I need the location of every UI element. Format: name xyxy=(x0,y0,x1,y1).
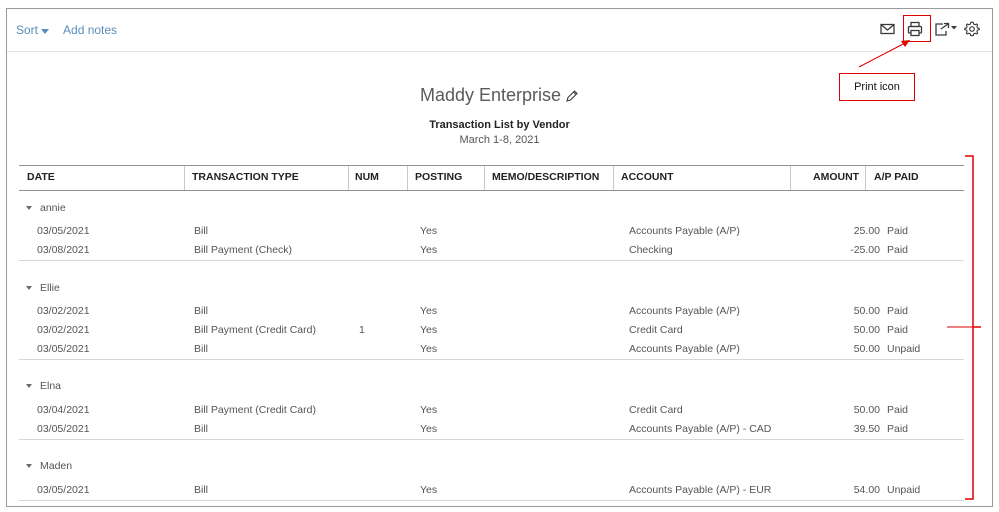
cell-amount: 39.50 xyxy=(853,423,880,435)
col-num[interactable]: NUM xyxy=(355,171,379,183)
table-row[interactable] xyxy=(19,222,964,241)
cell-posting: Yes xyxy=(420,244,438,256)
cell-date: 03/08/2021 xyxy=(37,244,90,256)
cell-paid: Unpaid xyxy=(887,484,921,496)
cell-paid: Unpaid xyxy=(887,343,921,355)
col-amount[interactable]: AMOUNT xyxy=(813,171,860,183)
cell-amount: 50.00 xyxy=(853,324,880,336)
cell-type[interactable]: Bill xyxy=(194,305,209,317)
cell-account: Credit Card xyxy=(629,404,683,416)
cell-posting: Yes xyxy=(420,324,438,336)
add-notes-link[interactable]: Add notes xyxy=(63,23,118,37)
cell-paid: Paid xyxy=(887,423,909,435)
group-divider xyxy=(19,439,964,440)
chevron-down-icon xyxy=(26,206,32,210)
cell-type[interactable]: Bill Payment (Credit Card) xyxy=(194,404,316,416)
cell-posting: Yes xyxy=(420,423,438,435)
cell-posting: Yes xyxy=(420,343,438,355)
cell-account: Accounts Payable (A/P) - EUR xyxy=(629,484,772,496)
cell-account: Accounts Payable (A/P) - CAD xyxy=(629,423,772,435)
cell-date: 03/02/2021 xyxy=(37,305,90,317)
group-header-annie[interactable] xyxy=(26,202,66,214)
cell-paid: Paid xyxy=(887,305,909,317)
cell-type[interactable]: Bill Payment (Credit Card) xyxy=(194,324,316,336)
cell-date: 03/05/2021 xyxy=(37,225,90,237)
cell-amount: 50.00 xyxy=(853,343,880,355)
table-row[interactable] xyxy=(19,340,964,359)
group-divider xyxy=(19,260,964,261)
cell-account: Accounts Payable (A/P) xyxy=(629,305,740,317)
cell-posting: Yes xyxy=(420,404,438,416)
cell-posting: Yes xyxy=(420,305,438,317)
cell-paid: Paid xyxy=(887,244,909,256)
report-toolbar xyxy=(7,9,992,52)
table-header xyxy=(19,165,964,191)
cell-amount: 50.00 xyxy=(853,305,880,317)
cell-type[interactable]: Bill xyxy=(194,423,209,435)
report-date-range: March 1-8, 2021 xyxy=(459,134,540,146)
company-name: Maddy Enterprise xyxy=(419,85,562,105)
vendor-name: annie xyxy=(40,202,66,214)
chevron-down-icon xyxy=(26,286,32,290)
col-posting[interactable]: POSTING xyxy=(415,171,463,183)
cell-num: 1 xyxy=(359,324,365,336)
col-ap-paid[interactable]: A/P PAID xyxy=(874,171,919,183)
chevron-down-icon xyxy=(26,464,32,468)
cell-posting: Yes xyxy=(420,484,438,496)
gear-icon[interactable] xyxy=(963,20,981,38)
cell-posting: Yes xyxy=(420,225,438,237)
cell-date: 03/05/2021 xyxy=(37,484,90,496)
cell-account: Accounts Payable (A/P) xyxy=(629,225,740,237)
col-transaction-type[interactable]: TRANSACTION TYPE xyxy=(192,171,299,183)
cell-type[interactable]: Bill xyxy=(194,484,209,496)
pencil-edit-icon[interactable] xyxy=(565,89,579,103)
cell-date: 03/02/2021 xyxy=(37,324,90,336)
email-icon[interactable] xyxy=(879,20,897,38)
table-row[interactable] xyxy=(19,241,964,260)
cell-account: Checking xyxy=(629,244,673,256)
col-account[interactable]: ACCOUNT xyxy=(621,171,674,183)
cell-date: 03/05/2021 xyxy=(37,343,90,355)
company-name-heading xyxy=(7,85,992,106)
cell-account: Credit Card xyxy=(629,324,683,336)
report-frame xyxy=(6,8,993,507)
cell-date: 03/04/2021 xyxy=(37,404,90,416)
group-divider xyxy=(19,359,964,360)
cell-amount: -25.00 xyxy=(850,244,880,256)
col-memo[interactable]: MEMO/DESCRIPTION xyxy=(492,171,600,183)
cell-amount: 25.00 xyxy=(853,225,880,237)
cell-paid: Paid xyxy=(887,404,909,416)
cell-type[interactable]: Bill xyxy=(194,225,209,237)
group-divider xyxy=(19,500,964,501)
cell-date: 03/05/2021 xyxy=(37,423,90,435)
cell-paid: Paid xyxy=(887,225,909,237)
print-icon-callout: Print icon xyxy=(839,73,915,101)
cell-amount: 50.00 xyxy=(853,404,880,416)
sort-dropdown[interactable] xyxy=(16,23,63,37)
group-header-elna[interactable] xyxy=(26,380,61,392)
group-header-ellie[interactable] xyxy=(26,282,60,294)
sort-label: Sort xyxy=(16,23,39,37)
cell-account: Accounts Payable (A/P) xyxy=(629,343,740,355)
export-icon[interactable] xyxy=(933,20,959,38)
table-row[interactable] xyxy=(19,481,964,500)
vendor-name: Maden xyxy=(40,460,73,472)
table-row[interactable] xyxy=(19,321,964,340)
vendor-name: Ellie xyxy=(40,282,60,294)
cell-type[interactable]: Bill xyxy=(194,343,209,355)
report-title: Transaction List by Vendor xyxy=(429,119,570,131)
cell-type[interactable]: Bill Payment (Check) xyxy=(194,244,293,256)
chevron-down-icon xyxy=(26,384,32,388)
print-icon-highlight xyxy=(903,15,931,42)
table-row[interactable] xyxy=(19,401,964,420)
table-row[interactable] xyxy=(19,420,964,439)
chevron-down-icon xyxy=(41,29,49,34)
cell-paid: Paid xyxy=(887,324,909,336)
vendor-name: Elna xyxy=(40,380,62,392)
group-header-maden[interactable] xyxy=(26,460,72,472)
cell-amount: 54.00 xyxy=(853,484,880,496)
table-row[interactable] xyxy=(19,302,964,321)
col-date[interactable]: DATE xyxy=(27,171,55,183)
